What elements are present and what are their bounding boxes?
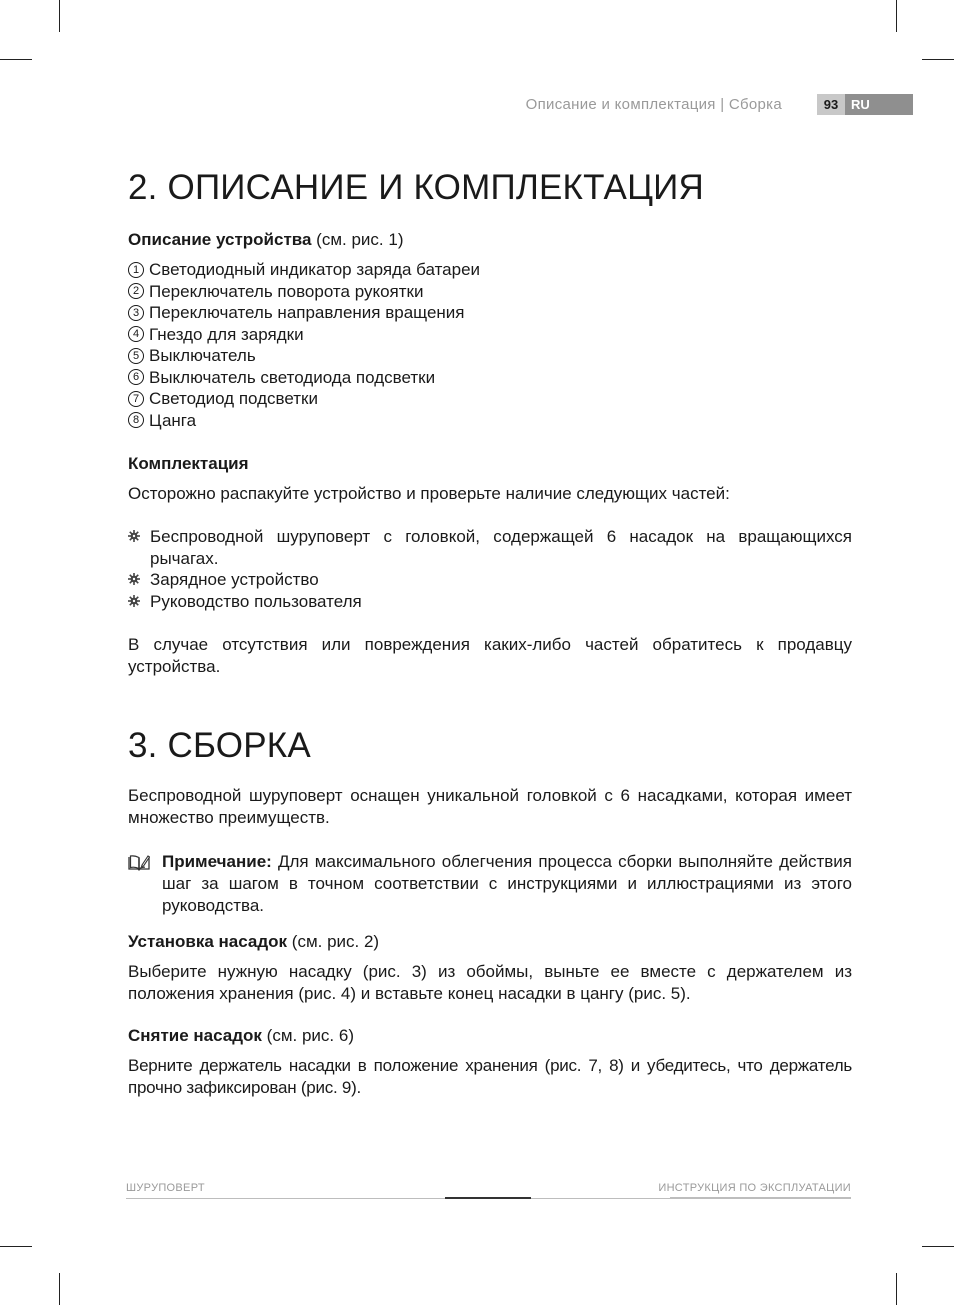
package-list-item (128, 526, 852, 569)
gear-bullet-icon (128, 530, 140, 542)
parts-list (128, 259, 480, 431)
package-list (128, 526, 852, 612)
running-title: Описание и комплектация | Сборка (525, 96, 782, 113)
remove-heading-line (128, 1025, 852, 1047)
crop-mark (0, 1246, 32, 1247)
part-label: Переключатель направления вращения (149, 303, 465, 322)
section-2-title: 2. ОПИСАНИЕ И КОМПЛЕКТАЦИЯ (128, 168, 705, 207)
crop-mark (0, 59, 32, 60)
book-pencil-icon (128, 853, 150, 871)
crop-mark (59, 1273, 60, 1305)
package-intro: Осторожно распакуйте устройство и проверьте наличие следующих частей: (128, 484, 730, 503)
install-heading: Установка насадок (128, 932, 288, 951)
page-number: 93 (817, 94, 845, 115)
assembly-intro: Беспроводной шуруповерт оснащен уникальной головкой с 6 насадками, которая имеет множество преимуществ. (128, 786, 852, 827)
note-block (128, 851, 852, 917)
note-body: Для максимального облегчения процесса сборки выполняйте действия шаг за шагом в точном соответствии с инструкциями и иллюстрациями из этого руководства. (162, 852, 852, 915)
crop-mark (896, 1273, 897, 1305)
install-heading-line (128, 931, 852, 953)
install-text: Выберите нужную насадку (рис. 3) из обоймы, выньте ее вместе с держателем из положения хранения (рис. 4) и вставьте конец насадки в цангу (рис. 5). (128, 962, 852, 1003)
part-label: Выключатель светодиода подсветки (149, 367, 436, 387)
crop-mark (59, 0, 60, 32)
parts-list-item (128, 388, 480, 410)
circled-number: 7 (128, 391, 144, 407)
missing-parts-text: В случае отсутствия или повреждения каких-либо частей обратитесь к продавцу устройства. (128, 635, 852, 676)
section-3-title: 3. СБОРКА (128, 726, 311, 765)
note-text (162, 851, 852, 917)
parts-list-item (128, 259, 480, 281)
package-item-text: Беспроводной шуруповерт с головкой, содержащей 6 насадок на вращающихся рычагах. (150, 527, 852, 568)
remove-ref: (см. рис. 6) (261, 1026, 354, 1045)
part-label: Выключатель (149, 346, 256, 365)
circled-number: 1 (128, 262, 144, 278)
circled-number: 6 (128, 369, 144, 385)
gear-bullet-icon (128, 595, 140, 607)
remove-heading: Снятие насадок (128, 1026, 262, 1045)
circled-number: 8 (128, 412, 144, 428)
part-label: Переключатель поворота рукоятки (149, 281, 424, 301)
package-item-text: Руководство пользователя (150, 591, 362, 611)
package-heading: Комплектация (128, 454, 249, 473)
footer-manual: ИНСТРУКЦИЯ ПО ЭКСПЛУАТАЦИИ (658, 1182, 851, 1194)
parts-list-item (128, 281, 480, 303)
circled-number: 2 (128, 283, 144, 299)
circled-number: 5 (128, 348, 144, 364)
running-header (0, 94, 954, 116)
parts-list-item (128, 324, 480, 346)
footer-rule-right (670, 1197, 851, 1199)
package-item-text: Зарядное устройство (150, 570, 319, 589)
part-label: Светодиод подсветки (149, 389, 318, 408)
page-tab (817, 94, 913, 115)
parts-list-item (128, 410, 480, 432)
note-label: Примечание: (162, 852, 272, 871)
circled-number: 4 (128, 326, 144, 342)
parts-list-item (128, 302, 480, 324)
crop-mark (896, 0, 897, 32)
footer-rule-accent (445, 1197, 531, 1199)
part-label: Цанга (149, 410, 197, 430)
description-heading: Описание устройства (128, 230, 312, 249)
parts-list-item (128, 345, 480, 367)
part-label: Гнездо для зарядки (149, 324, 304, 344)
description-ref: (см. рис. 1) (311, 230, 404, 249)
gear-bullet-icon (128, 573, 140, 585)
footer-product: ШУРУПОВЕРТ (126, 1182, 205, 1194)
description-heading-line (128, 229, 852, 251)
part-label: Светодиодный индикатор заряда батареи (149, 260, 481, 279)
circled-number: 3 (128, 305, 144, 321)
install-ref: (см. рис. 2) (287, 932, 380, 951)
parts-list-item (128, 367, 480, 389)
page-footer (126, 1180, 851, 1202)
crop-mark (922, 1246, 954, 1247)
crop-mark (922, 59, 954, 60)
package-list-item (128, 569, 852, 591)
language-code: RU (851, 97, 870, 112)
remove-text: Верните держатель насадки в положение хранения (рис. 7, 8) и убедитесь, что держатель прочно зафиксирован (рис. 9). (128, 1056, 852, 1097)
package-list-item (128, 591, 852, 613)
